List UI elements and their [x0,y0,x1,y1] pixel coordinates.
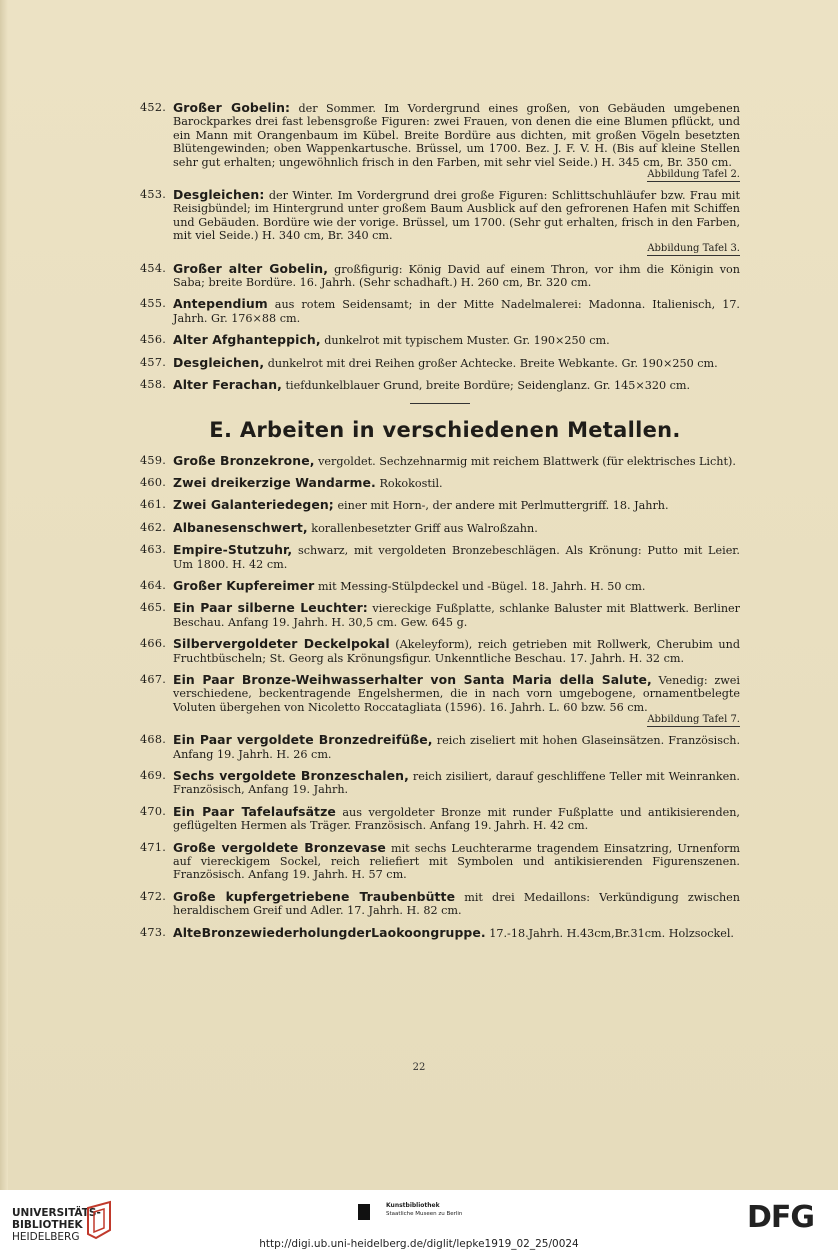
catalog-entry [140,521,740,535]
catalog-entry [140,543,740,571]
entry-body [173,769,740,797]
entry-heading: Großer Kupfereimer [173,577,315,593]
ub-logo-line3: HEIDELBERG [12,1231,80,1243]
entry-number: 460. [140,475,167,489]
viewer-footer [0,1190,838,1252]
entry-number: 454. [140,261,167,275]
entry-heading: Desgleichen, [173,354,265,370]
entry-heading: Ein Paar Bronze-Weihwasserhalter von Santa Maria della Salute, [173,671,652,687]
entry-body [173,476,740,490]
catalog-entry [140,297,740,325]
entry-number: 471. [140,840,167,854]
catalog-entry [140,579,740,593]
catalog-entry [140,926,740,940]
entry-heading: Großer Gobelin: [173,100,291,115]
entry-number: 458. [140,378,167,392]
entry-number: 472. [140,889,167,903]
catalog-entry [140,454,740,468]
entry-text: reich zisiliert, darauf geschliffene Teller mit Weinranken. Französisch, Anfang 19. Jahrh. [173,770,740,797]
entry-number: 459. [140,453,167,467]
entry-heading: Große Bronzekrone, [173,452,315,468]
entry-heading: Ein Paar vergoldete Bronzedreifüße, [173,732,433,748]
plate-reference [173,169,740,180]
dfg-logo[interactable]: DFG [747,1200,815,1235]
entry-number: 462. [140,520,167,534]
entry-text: Venedig: zwei verschiedene, beckentragende Engelshermen, die in nach vorn umgebogene, ornamentbelegte Voluten übergehen von Nicoletto Roccatagliata (1596). 16. Jahrh. L. 60 bzw. 56 cm. [173,673,740,714]
entry-text: großfigurig: König David auf einem Thron, vor ihm die Königin von Saba; breite Bordüre. 16. Jahrh. (Sehr schadhaft.) H. 260 cm, Br. 320 cm. [173,262,740,290]
entry-number: 464. [140,578,167,592]
entry-text: reich ziseliert mit hohen Glaseinsätzen. Französisch. Anfang 19. Jahrh. H. 26 cm. [173,734,741,761]
entry-heading: Albanesenschwert, [173,519,308,535]
entry-heading: Großer alter Gobelin, [173,260,329,276]
entry-body [173,673,740,714]
plate-label: Abbildung Tafel 2. [647,169,740,181]
entry-text: einer mit Horn-, der andere mit Perlmuttergriff. 18. Jahrh. [337,499,669,513]
entry-text: vergoldet. Sechzehnarmig mit reichem Blattwerk (für elektrisches Licht). [318,454,736,468]
entry-heading: Empire-Stutzuhr, [173,542,293,558]
entry-body [173,521,740,535]
entry-heading: AlteBronzewiederholungderLaokoongruppe. [173,924,486,940]
kunstbibliothek-text [386,1202,586,1218]
catalog-entry [140,188,740,254]
section-separator [410,403,470,404]
entry-text: aus vergoldeter Bronze mit runder Fußplatte und antikisierenden, geflügelten Hermen als Träger. Französisch. Anfang 19. Jahrh. H. 42 cm. [173,805,740,833]
entry-body [173,579,740,593]
entry-body [173,454,740,468]
catalog-content [140,101,740,948]
entry-body [173,543,740,571]
entry-body [173,926,740,940]
entry-text: schwarz, mit vergoldeten Bronzebeschlägen. Als Krönung: Putto mit Leier. Um 1800. H. 42 cm. [173,544,740,571]
entry-text: viereckige Fußplatte, schlanke Baluster mit Blattwerk. Berliner Beschau. Anfang 19. Jahrh. H. 30,5 cm. Gew. 645 g. [173,602,740,629]
catalog-entry [140,498,740,512]
entry-text: korallenbesetzter Griff aus Walroßzahn. [311,521,538,535]
entry-number: 453. [140,188,167,202]
entry-text: 17.-18.Jahrh. H.43cm,Br.31cm. Holzsockel. [489,926,734,940]
ub-logo-line2: BIBLIOTHEK [12,1219,83,1231]
entry-number: 465. [140,601,167,615]
plate-label: Abbildung Tafel 7. [647,714,740,726]
kunstbibliothek-icon [358,1204,370,1220]
entry-body [173,378,740,392]
entry-heading: Alter Ferachan, [173,377,282,393]
entry-heading: Große vergoldete Bronzevase [173,839,386,855]
entry-body [173,333,740,347]
entry-text: dunkelrot mit typischem Muster. Gr. 190×250 cm. [324,334,610,348]
entry-text: tiefdunkelblauer Grund, breite Bordüre; Seidenglanz. Gr. 145×320 cm. [285,379,691,393]
entry-number: 452. [140,101,167,114]
entry-list-metals [140,454,740,941]
entry-body [173,356,740,370]
entry-number: 470. [140,804,167,818]
permalink-url[interactable]: http://digi.ub.uni-heidelberg.de/diglit/lepke1919_02_25/0024 [259,1238,579,1250]
entry-text: mit drei Medaillons: Verkündigung zwischen heraldischem Greif und Adler. 17. Jahrh. H. 82 cm. [173,890,740,918]
entry-text: aus rotem Seidensamt; in der Mitte Nadelmalerei: Madonna. Italienisch, 17. Jahrh. Gr. 176×88 cm. [173,298,740,325]
entry-heading: Desgleichen: [173,187,265,203]
entry-heading: Zwei dreikerzige Wandarme. [173,474,376,490]
entry-number: 455. [140,297,167,311]
catalog-entry [140,890,740,918]
ub-emblem-icon [84,1200,114,1240]
entry-heading: Silbervergoldeter Deckelpokal [173,636,390,652]
entry-body [173,101,740,169]
plate-label: Abbildung Tafel 3. [647,242,740,254]
ub-logo-line1: UNIVERSITÄTS- [12,1207,101,1219]
page-number: 22 [412,1062,426,1073]
entry-text: (Akeleyform), reich getrieben mit Rollwerk, Cherubim und Fruchtbüscheln; St. Georg als Krönungsfigur. Unkenntliche Beschau. 17. Jahrh. H. 32 cm. [173,638,740,665]
entry-number: 469. [140,769,167,782]
entry-text: mit sechs Leuchterarme tragendem Einsatzring, Urnenform auf viereckigem Sockel, reich reliefiert mit Symbolen und antikisierenden Figurenszenen. Französisch. Anfang 19. Jahrh. H. 57 cm. [173,841,741,882]
catalog-entry [140,356,740,370]
catalog-entry [140,841,740,882]
entry-text: dunkelrot mit drei Reihen großer Achtecke. Breite Webkante. Gr. 190×250 cm. [267,356,718,370]
kb-line2: Staatliche Museen zu Berlin [386,1211,463,1217]
catalog-entry [140,733,740,761]
catalog-entry [140,769,740,797]
catalog-entry [140,476,740,490]
kb-line1: Kunstbibliothek [386,1202,440,1209]
entry-number: 473. [140,925,167,939]
plate-reference [173,243,740,254]
entry-number: 463. [140,543,167,557]
entry-text: der Sommer. Im Vordergrund eines großen, von Gebäuden umgebenen Barockparkes drei fast lebensgroße Figuren: zwei Frauen, von denen die eine Blumen pflückt, und ein Mann mit Orangenbaum im Kübel. Breite Bordüre aus dichten, mit großen Vögeln besetzten Blütengewinden; oben Wappenkartusche. Brüssel, um 1700. Bez. J. F. V. H. (Bis auf kleine Stellen sehr gut erhalten; ungewöhnlich frisch in den Farben, mit sehr viel Seide.) H. 345 cm, Br. 350 cm. [173,102,740,169]
entry-body [173,733,740,761]
entry-number: 456. [140,333,167,347]
catalog-entry [140,333,740,347]
catalog-entry [140,101,740,180]
catalog-entry [140,262,740,290]
entry-heading: Antependium [173,296,268,312]
entry-number: 457. [140,355,167,369]
entry-body [173,262,740,290]
catalog-entry [140,601,740,629]
catalog-entry [140,673,740,725]
entry-body [173,498,740,512]
entry-heading: Ein Paar silberne Leuchter: [173,600,368,616]
entry-heading: Große kupfergetriebene Traubenbütte [173,888,456,904]
entry-number: 467. [140,672,167,686]
entry-heading: Zwei Galanteriedegen; [173,497,334,513]
entry-list-textiles [140,101,740,393]
entry-heading: Alter Afghanteppich, [173,332,321,348]
entry-body [173,805,740,833]
entry-number: 466. [140,637,167,651]
catalog-entry [140,637,740,665]
entry-body [173,601,740,629]
entry-number: 461. [140,498,167,512]
entry-body [173,297,740,325]
entry-text: Rokokostil. [379,476,443,490]
entry-body [173,841,740,882]
section-title: E. Arbeiten in verschiedenen Metallen. [209,417,681,442]
entry-text: der Winter. Im Vordergrund drei große Figuren: Schlittschuhläufer bzw. Frau mit Reisigbündel; im Hintergrund unter großem Baum Ausblick auf den gefrorenen Hafen mit Schiffen und Gebäuden. Bordüre wie der vorige. Brüssel, um 1700. (Sehr gut erhalten, frisch in den Farben, mit viel Seide.) H. 340 cm, Br. 340 cm. [173,189,740,243]
plate-reference [173,714,740,725]
entry-body [173,637,740,665]
entry-heading: Ein Paar Tafelaufsätze [173,803,336,819]
catalog-entry [140,805,740,833]
entry-heading: Sechs vergoldete Bronzeschalen, [173,768,409,783]
entry-body [173,188,740,243]
catalog-entry [140,378,740,392]
entry-number: 468. [140,733,167,747]
entry-text: mit Messing-Stülpdeckel und -Bügel. 18. Jahrh. H. 50 cm. [317,579,646,593]
entry-body [173,890,740,918]
